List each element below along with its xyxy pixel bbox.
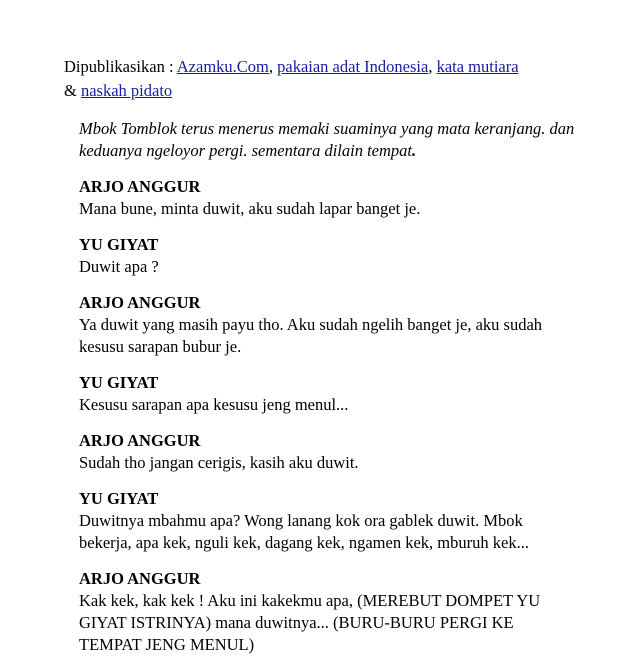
speaker-name: YU GIYAT [79, 489, 159, 508]
stage-direction-text: Mbok Tomblok terus menerus memaki suaminya yang mata keranjang. dan keduanya ngeloyor pergi. sementara dilain tempat [79, 119, 575, 160]
script-content [79, 118, 579, 670]
dialogue-block [79, 292, 579, 358]
link-azamku[interactable]: Azamku.Com [176, 57, 269, 76]
separator: & [64, 81, 81, 100]
dialogue-line: Sudah tho jangan cerigis, kasih aku duwit. [79, 453, 359, 472]
separator: , [268, 57, 278, 76]
link-pakaian-adat[interactable]: pakaian adat Indonesia [277, 57, 429, 76]
speaker-name: ARJO ANGGUR [79, 569, 201, 588]
dialogue-line: Ya duwit yang masih payu tho. Aku sudah ngelih banget je, aku sudah kesusu sarapan bubur je. [79, 315, 543, 356]
publication-prefix: Dipublikasikan : [64, 57, 177, 76]
dialogue-block [79, 568, 579, 656]
dialogue-line: Kesusu sarapan apa kesusu jeng menul... [79, 395, 349, 414]
dialogue-block [79, 430, 579, 474]
dialogue-line: Duwit apa ? [79, 257, 159, 276]
publication-line [64, 55, 524, 103]
speaker-name: ARJO ANGGUR [79, 431, 201, 450]
speaker-name: YU GIYAT [79, 235, 159, 254]
dialogue-line: Mana bune, minta duwit, aku sudah lapar banget je. [79, 199, 421, 218]
stage-direction [79, 118, 579, 162]
speaker-name: ARJO ANGGUR [79, 293, 201, 312]
dialogue-line: Kak kek, kak kek ! Aku ini kakekmu apa, (MEREBUT DOMPET YU GIYAT ISTRINYA) mana duwitnya... (BURU-BURU PERGI KE TEMPAT JENG MENUL) [79, 591, 541, 654]
stage-direction-end: . [412, 141, 417, 160]
link-naskah-pidato[interactable]: naskah pidato [80, 81, 173, 100]
speaker-name: YU GIYAT [79, 373, 159, 392]
dialogue-block [79, 176, 579, 220]
link-kata-mutiara[interactable]: kata mutiara [436, 57, 519, 76]
dialogue-block [79, 372, 579, 416]
dialogue-line: Duwitnya mbahmu apa? Wong lanang kok ora gablek duwit. Mbok bekerja, apa kek, nguli kek, dagang kek, ngamen kek, mburuh kek... [79, 511, 529, 552]
dialogue-block [79, 234, 579, 278]
separator: , [428, 57, 437, 76]
speaker-name: ARJO ANGGUR [79, 177, 201, 196]
dialogue-block [79, 488, 579, 554]
